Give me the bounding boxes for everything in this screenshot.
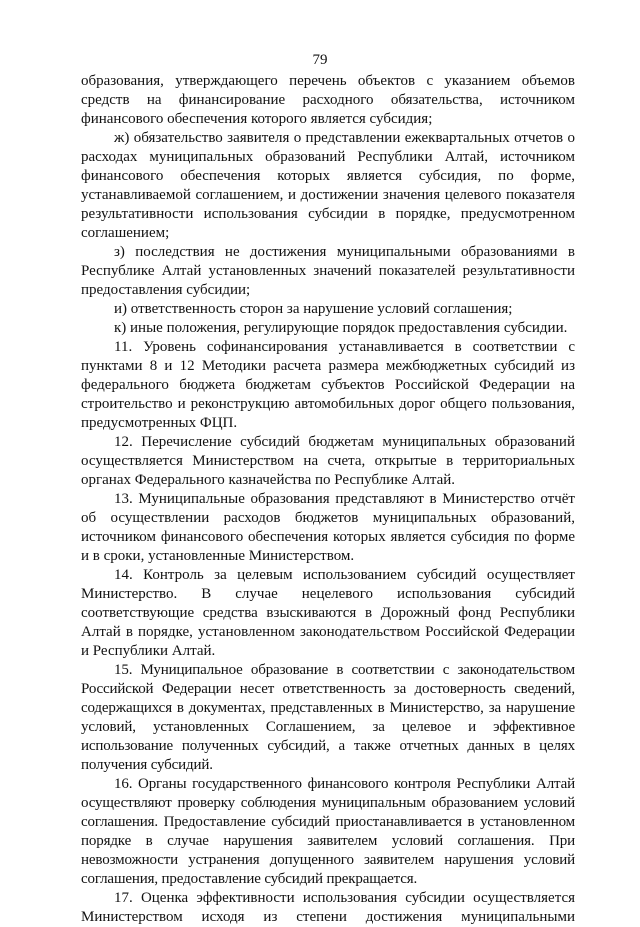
paragraph-item-zh: ж) обязательство заявителя о представлении ежеквартальных отчетов о расходах муниципальных образований Республики Алтай, источником финансового обеспечения которых является субсидия, по форме, устанавливаемой соглашением, и достижении значения целевого показателя результативности использования субсидии в порядке, предусмотренном соглашением; xyxy=(81,130,575,241)
paragraph-11: 11. Уровень софинансирования устанавливается в соответствии с пунктами 8 и 12 Методики расчета размера межбюджетных субсидий из федерального бюджета бюджетам субъектов Российской Федерации на строительство и реконструкцию автомобильных дорог общего пользования, предусмотренных ФЦП. xyxy=(81,339,575,431)
paragraph-15: 15. Муниципальное образование в соответствии с законодательством Российской Федерации несет ответственность за достоверность сведений, содержащихся в документах, представленных в Министерство, за нарушение условий, установленных Соглашением, за целевое и эффективное использование полученных субсидий, а также отчетных данных в целях получения субсидий. xyxy=(81,662,575,773)
paragraph-16: 16. Органы государственного финансового контроля Республики Алтай осуществляют проверку соблюдения муниципальным образованием условий соглашения. Предоставление субсидий приостанавливается в установленном порядке в случае нарушения заявителем условий соглашения. При невозможности устранения допущенного заявителем нарушения условий соглашения, предоставление субсидий прекращается. xyxy=(81,776,575,887)
page-number: 79 xyxy=(312,52,328,68)
paragraph-13: 13. Муниципальные образования представляют в Министерство отчёт об осуществлении расходов бюджетов муниципальных образований, источником финансового обеспечения которых является субсидия по форме и в сроки, установленные Министерством. xyxy=(81,491,575,564)
paragraph-12: 12. Перечисление субсидий бюджетам муниципальных образований осуществляется Министерством на счета, открытые в территориальных органах Федерального казначейства по Республике Алтай. xyxy=(81,434,575,488)
paragraph-item-z: з) последствия не достижения муниципальными образованиями в Республике Алтай установленных значений показателей результативности предоставления субсидии; xyxy=(81,244,575,298)
paragraph-14: 14. Контроль за целевым использованием субсидий осуществляет Министерство. В случае нецелевого использования субсидий соответствующие средства взыскиваются в Дорожный фонд Республики Алтай в порядке, установленном законодательством Российской Федерации и Республики Алтай. xyxy=(81,567,575,659)
document-body xyxy=(81,72,575,927)
paragraph-item-i: и) ответственность сторон за нарушение условий соглашения; xyxy=(114,301,513,317)
paragraph-item-k: к) иные положения, регулирующие порядок предоставления субсидии. xyxy=(114,320,568,336)
paragraph-continuation: образования, утверждающего перечень объектов с указанием объемов средств на финансирование расходного обязательства, источником финансового обеспечения которого является субсидия; xyxy=(81,73,575,127)
paragraph-17: 17. Оценка эффективности использования субсидии осуществляется Министерством исходя из степени достижения муниципальными xyxy=(81,890,575,925)
